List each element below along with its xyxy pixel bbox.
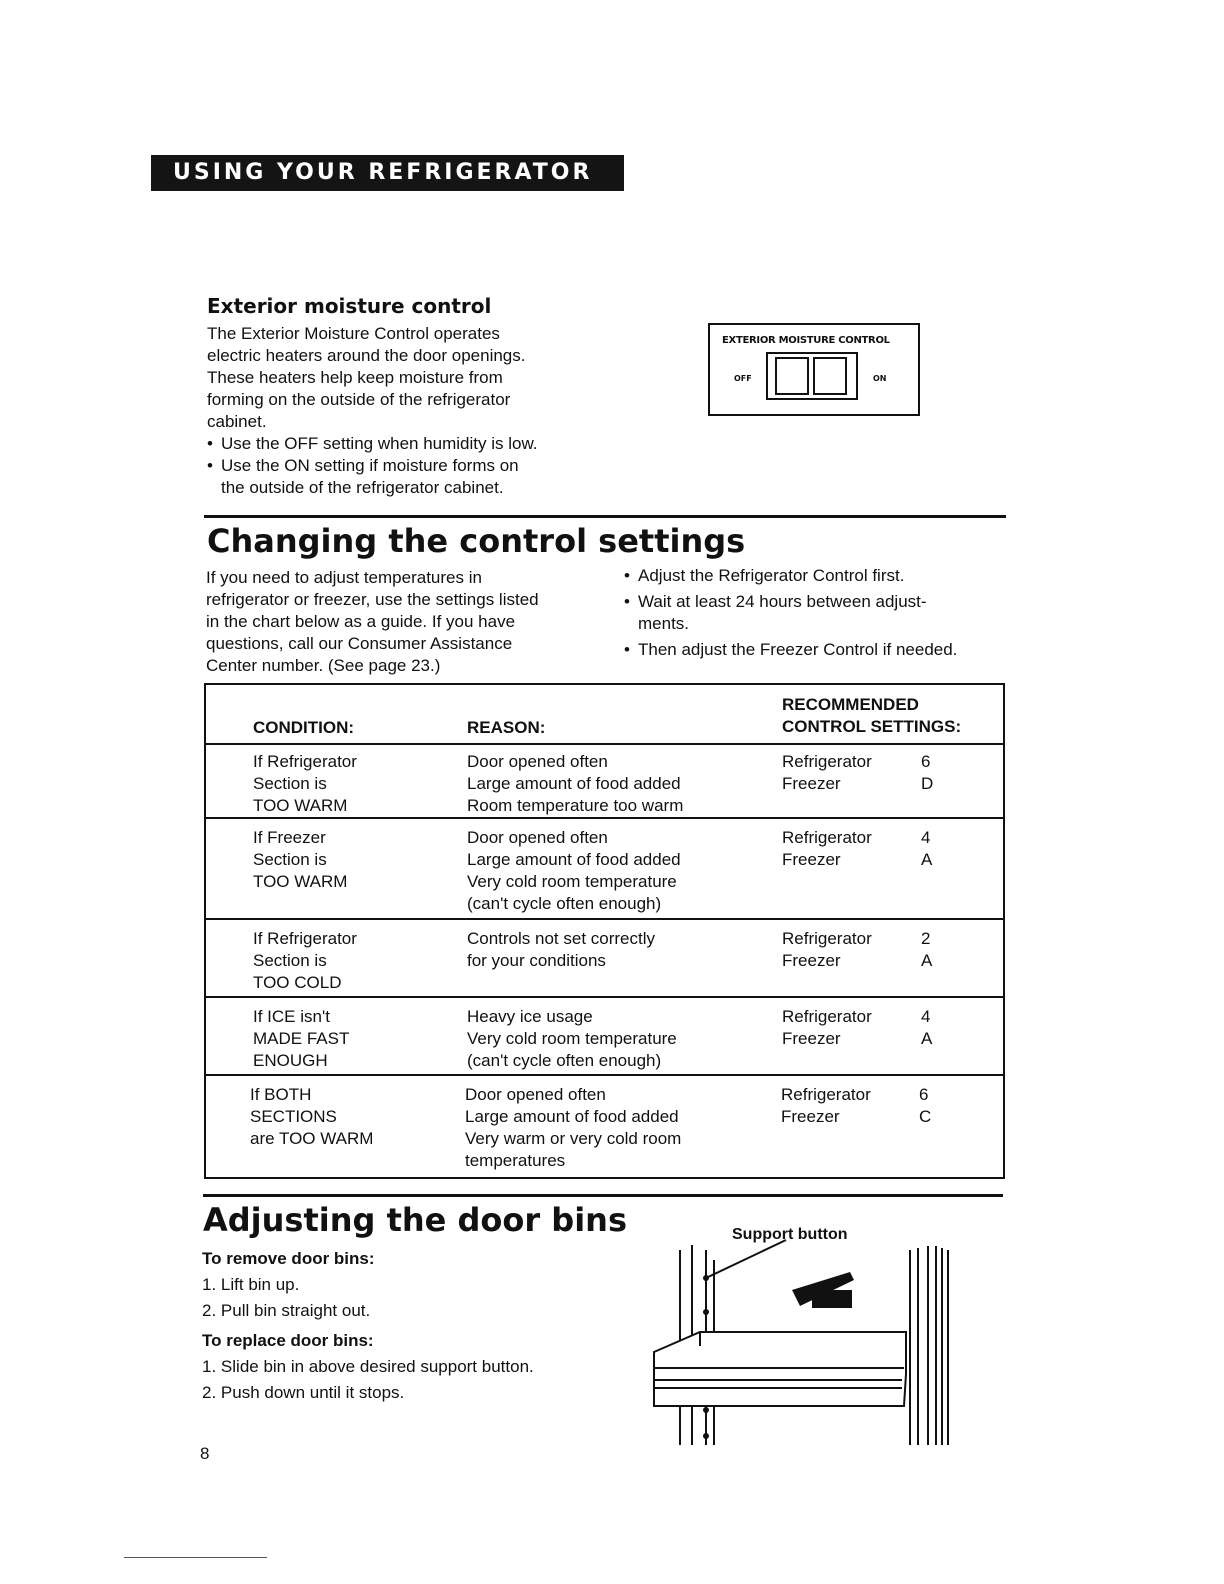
door-bins-heading: Adjusting the door bins [203,1201,627,1239]
control-value: A [921,850,933,869]
header-settings [782,694,961,738]
header-reason: REASON: [467,718,546,737]
intro-line: Center number. (See page 23.) [206,656,441,675]
panel-title: EXTERIOR MOISTURE CONTROL [722,335,890,346]
step-number: 2. [202,1383,217,1402]
moisture-control-panel [708,323,920,416]
row-control-values [921,827,932,871]
reason-line: (can't cycle often enough) [467,894,662,913]
header-settings-line: RECOMMENDED [782,695,919,714]
row-reason [467,1006,677,1072]
bullet-item [624,639,1014,661]
reason-line: Door opened often [467,828,608,847]
reason-line: Very cold room temperature [467,872,677,891]
bullet-item [207,455,607,499]
section-divider [204,515,1006,518]
moisture-bullet-list [207,433,607,499]
row-control-values [919,1084,931,1128]
control-value: 6 [919,1085,929,1104]
settings-bullets [624,565,1014,661]
control-name: Freezer [782,850,841,869]
bullet-line: the outside of the refrigerator cabinet. [221,478,504,497]
reason-line: Large amount of food added [467,850,681,869]
condition-line: ENOUGH [253,1051,328,1070]
moisture-paragraph-line: forming on the outside of the refrigerator [207,390,511,409]
table-row [206,743,1003,819]
bullet-line: • Use the OFF setting when humidity is low. [221,434,538,453]
rocker-left [775,357,809,395]
support-button [703,1433,709,1439]
step-text: Slide bin in above desired support button. [220,1357,534,1376]
control-settings-table [204,683,1005,1179]
section-banner: USING YOUR REFRIGERATOR [151,155,624,191]
control-value: C [919,1107,932,1126]
door-liner-right [910,1246,948,1445]
control-value: 6 [921,752,931,771]
reason-line: Heavy ice usage [467,1007,593,1026]
support-button [703,1275,709,1281]
control-name: Refrigerator [782,828,872,847]
reason-line: (can't cycle often enough) [467,1051,662,1070]
step-text: Push down until it stops. [220,1383,405,1402]
condition-line: SECTIONS [250,1107,337,1126]
section-divider [203,1194,1003,1197]
support-button-label: Support button [732,1226,848,1243]
door-bin-illustration [640,1220,970,1450]
step-number: 2. [202,1301,217,1320]
table-row [206,1076,1003,1177]
reason-line: Very cold room temperature [467,1029,677,1048]
reason-line: Door opened often [467,752,608,771]
row-control-names [782,928,872,972]
settings-heading: Changing the control settings [207,522,746,560]
bullet-item [624,565,1014,587]
support-button-leader [706,1240,786,1278]
bullet-line: • Use the ON setting if moisture forms on [221,456,519,475]
condition-line: MADE FAST [253,1029,350,1048]
moisture-paragraph-line: These heaters help keep moisture from [207,368,503,387]
reason-line: for your conditions [467,951,606,970]
replace-step [202,1382,622,1404]
control-name: Refrigerator [782,752,872,771]
rocker-right [813,357,847,395]
row-reason [465,1084,681,1172]
row-control-values [921,928,932,972]
moisture-paragraph-line: electric heaters around the door openings. [207,346,526,365]
row-condition [253,1006,349,1072]
row-condition [253,751,357,817]
row-reason [467,928,655,972]
condition-line: If BOTH [250,1085,312,1104]
step-number: 1. [202,1275,217,1294]
row-control-values [921,1006,932,1050]
table-row [206,920,1003,998]
control-value: A [921,1029,933,1048]
row-control-names [782,827,872,871]
bullet-line: • Wait at least 24 hours between adjust- [638,592,927,611]
control-value: 4 [921,828,931,847]
header-condition: CONDITION: [253,718,355,737]
page-number: 8 [200,1444,210,1463]
row-control-names [782,1006,872,1050]
condition-line: If Refrigerator [253,929,357,948]
moisture-paragraph-line: The Exterior Moisture Control operates [207,324,500,343]
condition-line: Section is [253,850,327,869]
control-name: Freezer [782,951,841,970]
panel-on-label: ON [873,374,887,383]
support-button [703,1407,709,1413]
remove-heading: To remove door bins: [202,1249,375,1268]
intro-line: If you need to adjust temperatures in [206,568,482,587]
moisture-heading: Exterior moisture control [207,294,492,318]
moisture-paragraph-line: cabinet. [207,412,267,431]
control-name: Refrigerator [781,1085,871,1104]
reason-line: Very warm or very cold room [465,1129,682,1148]
control-value: 2 [921,929,931,948]
step-text: Pull bin straight out. [220,1301,371,1320]
reason-line: Door opened often [465,1085,606,1104]
row-condition [253,827,347,893]
intro-line: questions, call our Consumer Assistance [206,634,513,653]
control-name: Freezer [781,1107,840,1126]
control-name: Freezer [782,1029,841,1048]
support-button [703,1309,709,1315]
step-number: 1. [202,1357,217,1376]
panel-off-label: OFF [734,374,752,383]
remove-step [202,1300,622,1322]
door-bin [654,1332,906,1406]
reason-line: Large amount of food added [465,1107,679,1126]
condition-line: are TOO WARM [250,1129,374,1148]
condition-line: TOO COLD [253,973,342,992]
header-settings-line: CONTROL SETTINGS: [782,717,962,736]
condition-line: Section is [253,951,327,970]
row-control-values [921,751,933,795]
reason-line: Controls not set correctly [467,929,656,948]
moisture-rocker-switch [766,352,858,400]
row-control-names [782,751,872,795]
condition-line: TOO WARM [253,872,348,891]
footer-rule [124,1557,267,1558]
intro-line: in the chart below as a guide. If you have [206,612,516,631]
intro-line: refrigerator or freezer, use the settings listed [206,590,539,609]
table-row [206,819,1003,920]
control-value: D [921,774,934,793]
bullet-line: • Then adjust the Freezer Control if needed. [638,640,958,659]
table-row [206,998,1003,1076]
row-condition [250,1084,373,1150]
condition-line: If Refrigerator [253,752,357,771]
arrow-icon [792,1272,854,1308]
control-value: 4 [921,1007,931,1026]
remove-step [202,1274,622,1296]
bullet-item [207,433,607,455]
row-reason [467,827,681,915]
replace-step [202,1356,622,1378]
moisture-text-block [207,323,607,499]
bullet-line: • Adjust the Refrigerator Control first. [638,566,905,585]
table-header [206,685,1003,745]
control-name: Freezer [782,774,841,793]
reason-line: temperatures [465,1151,566,1170]
control-name: Refrigerator [782,1007,872,1026]
reason-line: Large amount of food added [467,774,681,793]
control-name: Refrigerator [782,929,872,948]
bullet-item [624,591,1014,635]
condition-line: If Freezer [253,828,326,847]
row-control-names [781,1084,871,1128]
row-reason [467,751,683,817]
door-bins-instructions [202,1248,622,1404]
replace-heading: To replace door bins: [202,1331,374,1350]
condition-line: Section is [253,774,327,793]
control-value: A [921,951,933,970]
condition-line: If ICE isn't [253,1007,330,1026]
bullet-line: ments. [638,614,690,633]
step-text: Lift bin up. [220,1275,300,1294]
reason-line: Room temperature too warm [467,796,684,815]
settings-intro [206,567,606,677]
settings-bullet-list [624,565,1014,661]
condition-line: TOO WARM [253,796,348,815]
row-condition [253,928,357,994]
